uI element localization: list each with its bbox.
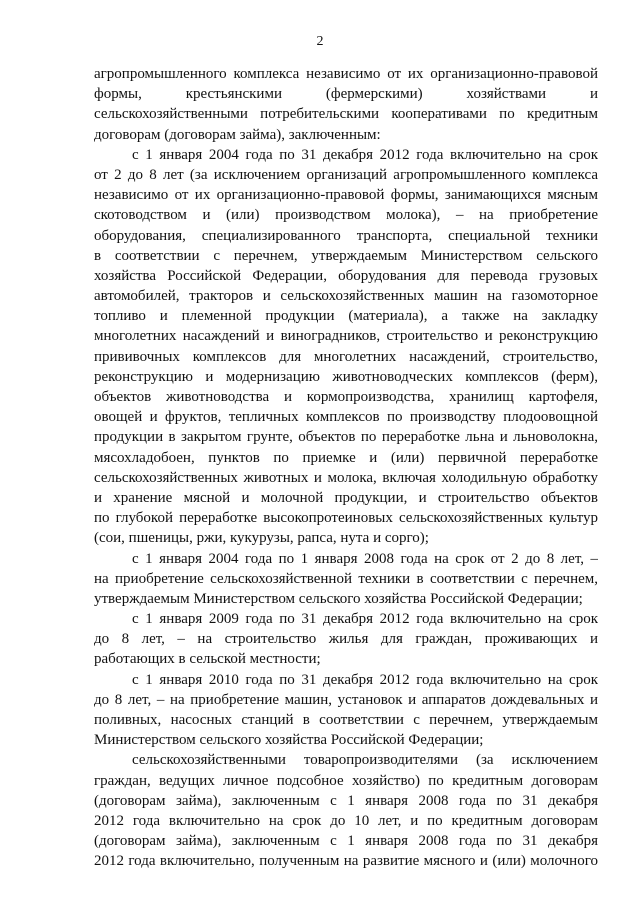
text-line: (договорам займа), заключенным с 1 января 2008 года по 31 декабря xyxy=(94,792,598,809)
text-line: независимо от их организационно-правовой формы, занимающихся мясным xyxy=(94,187,598,204)
text-line: хозяйства Российской Федерации, оборудования для перевода грузовых xyxy=(94,267,598,284)
text-line: (сои, пшеницы, ржи, кукурузы, рапса, нута и сорго); xyxy=(94,530,429,547)
text-line: топливо и племенной продукции (материала), а также на закладку xyxy=(94,308,598,325)
text-line: сельскохозяйственными товаропроизводителями (за исключением xyxy=(132,752,598,769)
text-line: утверждаемым Министерством сельского хозяйства Российской Федерации; xyxy=(94,590,583,607)
text-line: в соответствии с перечнем, утверждаемым Министерством сельского xyxy=(94,247,598,264)
text-line: автомобилей, тракторов и сельскохозяйственных машин на газомоторное xyxy=(94,288,598,305)
page-number: 2 xyxy=(316,34,324,49)
document-body xyxy=(94,64,598,872)
text-line: реконструкцию и модернизацию животноводческих комплексов (ферм), xyxy=(94,368,598,385)
text-line: многолетних насаждений и виноградников, строительство и реконструкцию xyxy=(94,328,598,345)
text-line: с 1 января 2004 года по 31 декабря 2012 года включительно на срок xyxy=(132,146,598,163)
text-line: оборудования, специализированного транспорта, специальной техники xyxy=(94,227,598,244)
text-line: сельскохозяйственными потребительскими кооперативами по кредитным xyxy=(94,106,598,123)
text-line: договорам (договорам займа), заключенным: xyxy=(94,126,381,143)
text-line: мясохладобоен, пунктов по приемке и (или) первичной переработке xyxy=(94,449,598,466)
text-line: 2012 года включительно на срок до 10 лет, и по кредитным договорам xyxy=(94,812,598,829)
text-line: сельскохозяйственных животных и молока, включая холодильную обработку xyxy=(94,469,598,486)
text-line: продукции в закрытом грунте, объектов по переработке льна и льноволокна, xyxy=(94,429,598,446)
text-line: формы, крестьянскими (фермерскими) хозяйствами и xyxy=(94,86,598,103)
text-line: с 1 января 2010 года по 31 декабря 2012 года включительно на срок xyxy=(132,671,598,688)
text-line: до 8 лет, – на приобретение машин, установок и аппаратов дождевальных и xyxy=(94,691,598,708)
text-line: агропромышленного комплекса независимо от их организационно-правовой xyxy=(94,66,598,82)
text-line: Министерством сельского хозяйства Российской Федерации; xyxy=(94,732,484,749)
text-line: граждан, ведущих личное подсобное хозяйство) по кредитным договорам xyxy=(94,772,598,789)
text-line: по глубокой переработке высокопротеиновых сельскохозяйственных культур xyxy=(94,510,598,527)
text-line: на приобретение сельскохозяйственной техники в соответствии с перечнем, xyxy=(94,570,598,587)
text-line: с 1 января 2004 года по 1 января 2008 года на срок от 2 до 8 лет, – xyxy=(132,550,598,567)
text-line: поливных, насосных станций в соответствии с перечнем, утверждаемым xyxy=(94,712,598,728)
text-line: овощей и фруктов, тепличных комплексов по производству плодоовощной xyxy=(94,409,598,426)
text-line: скотоводством и (или) производством молока), – на приобретение xyxy=(94,207,598,224)
text-line: (договорам займа), заключенным с 1 января 2008 года по 31 декабря xyxy=(94,833,598,850)
text-line: объектов животноводства и кормопроизводства, хранилищ картофеля, xyxy=(94,389,598,405)
text-line: и хранение мясной и молочной продукции, и строительство объектов xyxy=(94,489,598,506)
text-line: с 1 января 2009 года по 31 декабря 2012 года включительно на срок xyxy=(132,611,598,628)
text-line: до 8 лет, – на строительство жилья для граждан, проживающих и xyxy=(94,631,598,648)
text-line: прививочных комплексов для многолетних насаждений, строительство, xyxy=(94,348,598,365)
text-line: от 2 до 8 лет (за исключением организаций агропромышленного комплекса xyxy=(94,166,598,183)
text-line: 2012 года включительно, полученным на развитие мясного и (или) молочного xyxy=(94,853,598,870)
text-line: работающих в сельской местности; xyxy=(94,651,321,668)
